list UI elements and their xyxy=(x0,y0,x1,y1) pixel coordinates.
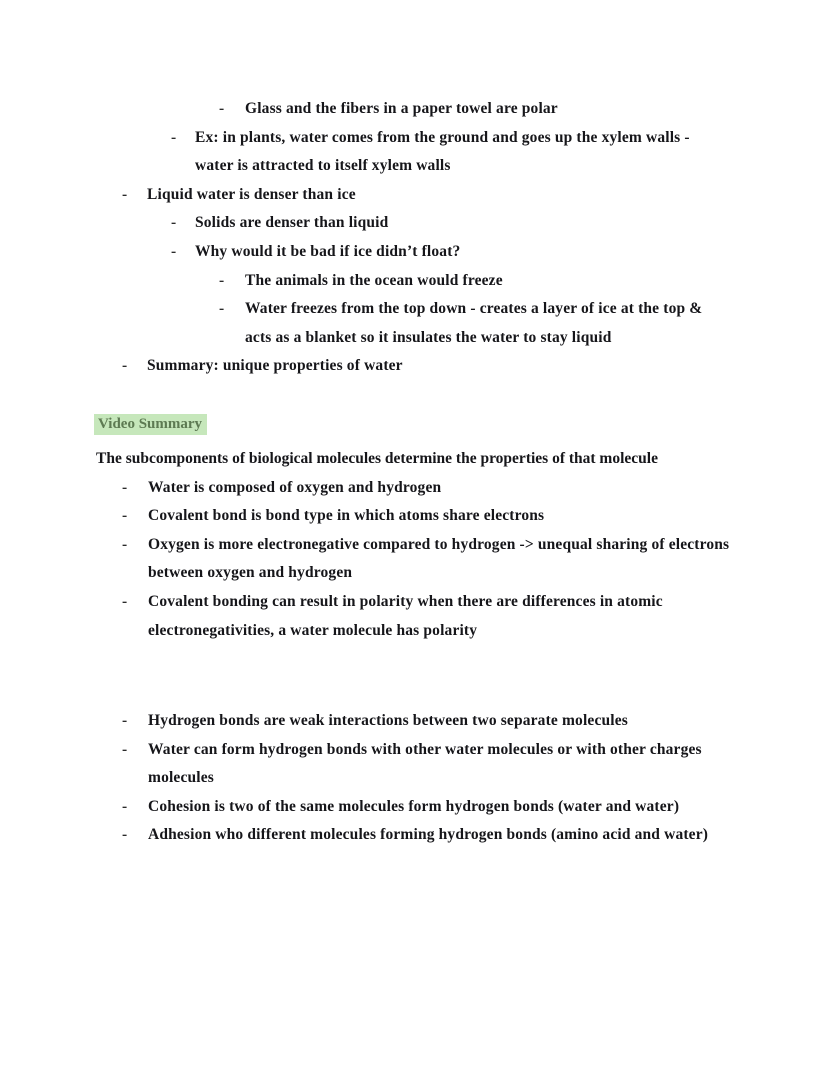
list-item-text: Liquid water is denser than ice xyxy=(147,185,356,203)
list-item xyxy=(0,295,828,352)
outline-notes-list xyxy=(0,95,828,381)
list-item-text: Water freezes from the top down - creates a layer of ice at the top & acts as a blanket so it insulates the water to stay liquid xyxy=(245,300,703,346)
top-margin-spacer xyxy=(0,0,828,95)
list-item xyxy=(0,531,828,588)
list-item xyxy=(0,474,828,503)
section-gap-spacer xyxy=(0,381,828,411)
list-item-text: Solids are denser than liquid xyxy=(195,214,389,232)
list-item-text: Water is composed of oxygen and hydrogen xyxy=(148,478,442,496)
list-item-text: Covalent bonding can result in polarity when there are differences in atomic electronegativities, a water molecule has polarity xyxy=(148,592,663,639)
heading-gap-spacer xyxy=(0,437,828,445)
list-item-text: The animals in the ocean would freeze xyxy=(245,271,503,289)
list-item-text: Summary: unique properties of water xyxy=(147,357,403,375)
bullet-dash: - xyxy=(219,300,225,318)
bullet-dash: - xyxy=(122,535,128,553)
bullet-dash: - xyxy=(171,214,177,232)
list-item-text: Hydrogen bonds are weak interactions between two separate molecules xyxy=(148,712,628,730)
list-item xyxy=(0,588,828,645)
list-item-text: Covalent bond is bond type in which atoms share electrons xyxy=(148,507,545,525)
list-item xyxy=(0,267,828,296)
video-summary-bullets-group-one xyxy=(0,474,828,646)
list-item xyxy=(0,821,828,850)
list-item xyxy=(0,124,828,181)
bullet-dash: - xyxy=(122,185,128,203)
list-item-text: Glass and the fibers in a paper towel are polar xyxy=(245,100,558,117)
video-summary-heading-wrapper xyxy=(94,411,732,437)
list-item-text: Water can form hydrogen bonds with other water molecules or with other charges molecules xyxy=(148,740,702,787)
list-item-text: Why would it be bad if ice didn’t float? xyxy=(195,242,461,260)
bullet-dash: - xyxy=(171,242,177,260)
video-summary-bullets-group-two xyxy=(0,707,828,850)
bullet-dash: - xyxy=(122,740,128,758)
bullet-dash: - xyxy=(171,128,177,146)
bullet-dash: - xyxy=(122,507,128,525)
list-item xyxy=(0,502,828,531)
video-summary-heading: Video Summary xyxy=(94,414,207,435)
list-item xyxy=(0,181,828,210)
bullet-dash: - xyxy=(122,478,128,496)
paragraph-gap-spacer xyxy=(0,645,828,707)
list-item xyxy=(0,352,828,381)
list-item-text: Ex: in plants, water comes from the ground and goes up the xylem walls - water is attracted to itself xylem walls xyxy=(195,128,690,175)
bullet-dash: - xyxy=(219,100,225,117)
video-summary-intro-paragraph: The subcomponents of biological molecules determine the properties of that molecule xyxy=(96,449,658,467)
list-item xyxy=(0,238,828,267)
bullet-dash: - xyxy=(219,271,225,289)
list-item xyxy=(0,95,828,124)
list-item xyxy=(0,736,828,793)
bullet-dash: - xyxy=(122,826,128,844)
bullet-dash: - xyxy=(122,712,128,730)
bullet-dash: - xyxy=(122,797,128,815)
list-item xyxy=(0,209,828,238)
list-item xyxy=(0,707,828,736)
list-item-text: Cohesion is two of the same molecules form hydrogen bonds (water and water) xyxy=(148,797,680,815)
bullet-dash: - xyxy=(122,357,128,375)
list-item-text: Oxygen is more electronegative compared to hydrogen -> unequal sharing of electrons between oxygen and hydrogen xyxy=(148,535,730,582)
list-item-text: Adhesion who different molecules forming hydrogen bonds (amino acid and water) xyxy=(148,826,709,844)
bullet-dash: - xyxy=(122,592,128,610)
list-item xyxy=(0,793,828,822)
